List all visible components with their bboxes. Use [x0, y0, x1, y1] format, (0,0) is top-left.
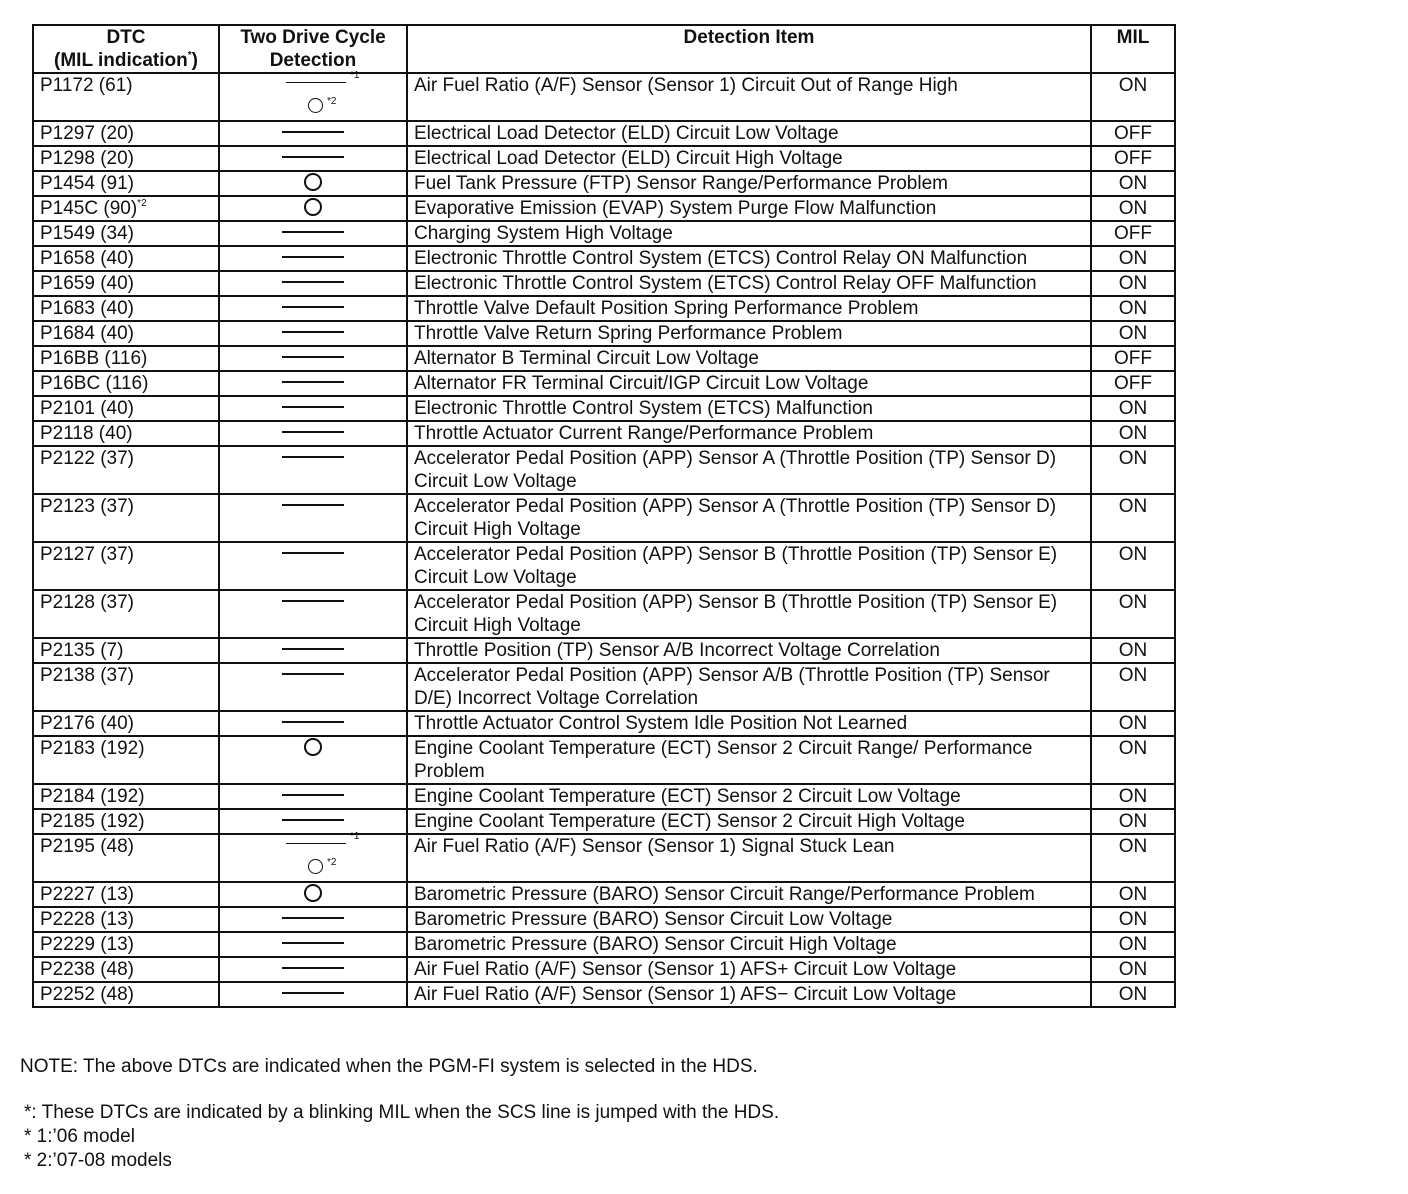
mil-status: ON	[1091, 421, 1175, 446]
dash-line-icon	[282, 819, 344, 821]
detection-item: Evaporative Emission (EVAP) System Purge Flow Malfunction	[407, 196, 1091, 221]
dtc-code-cell	[33, 171, 219, 196]
header-dtc-close: )	[191, 50, 198, 71]
table-row	[33, 246, 1175, 271]
dash-line-icon	[282, 992, 344, 994]
table-header	[33, 25, 1175, 73]
table-row	[33, 421, 1175, 446]
detection-item: Electrical Load Detector (ELD) Circuit High Voltage	[407, 146, 1091, 171]
footnote-mark-1: *1	[350, 831, 360, 842]
table-row	[33, 321, 1175, 346]
two-drive-cycle-cell	[219, 663, 407, 711]
dash-line-icon	[282, 600, 344, 602]
circle-icon	[304, 738, 322, 756]
table-row	[33, 907, 1175, 932]
note-text: NOTE: The above DTCs are indicated when the PGM-FI system is selected in the HDS.	[20, 1056, 758, 1077]
two-drive-cycle-cell	[219, 271, 407, 296]
dash-line-icon	[282, 131, 344, 133]
dash-line-icon	[282, 256, 344, 258]
table-row	[33, 882, 1175, 907]
detection-item: Accelerator Pedal Position (APP) Sensor A (Throttle Position (TP) Sensor D) Circuit High Voltage	[407, 494, 1091, 542]
two-drive-cycle-cell	[219, 121, 407, 146]
dtc-code-cell	[33, 196, 219, 221]
dtc-code: P16BC (116)	[40, 373, 149, 394]
footnote-1	[24, 1125, 135, 1148]
mil-status: ON	[1091, 711, 1175, 736]
dtc-code-cell	[33, 982, 219, 1007]
dtc-code-cell	[33, 346, 219, 371]
dash-line-icon	[282, 721, 344, 723]
two-drive-cycle-cell	[219, 882, 407, 907]
dash-line-icon	[282, 231, 344, 233]
split-model-indicator	[226, 831, 400, 881]
two-drive-cycle-cell	[219, 396, 407, 421]
dtc-code-cell	[33, 736, 219, 784]
table-row	[33, 446, 1175, 494]
mil-status: ON	[1091, 542, 1175, 590]
dtc-code-cell	[33, 396, 219, 421]
dtc-code: P2227 (13)	[40, 884, 135, 905]
dash-line-icon	[282, 648, 344, 650]
two-drive-cycle-cell	[219, 932, 407, 957]
detection-item: Throttle Position (TP) Sensor A/B Incorrect Voltage Correlation	[407, 638, 1091, 663]
detection-item: Air Fuel Ratio (A/F) Sensor (Sensor 1) AFS+ Circuit Low Voltage	[407, 957, 1091, 982]
dash-line-icon	[282, 552, 344, 554]
mil-status: ON	[1091, 882, 1175, 907]
dtc-code-cell	[33, 638, 219, 663]
table-row	[33, 784, 1175, 809]
dtc-code-cell	[33, 121, 219, 146]
footnote-2	[24, 1149, 172, 1172]
dtc-code: P2135 (7)	[40, 640, 124, 661]
table-row	[33, 396, 1175, 421]
dtc-code: P2127 (37)	[40, 544, 135, 565]
dtc-code: P1297 (20)	[40, 123, 135, 144]
two-drive-cycle-cell	[219, 638, 407, 663]
circle-icon	[304, 884, 322, 902]
dtc-code-cell	[33, 542, 219, 590]
dtc-code: P1683 (40)	[40, 298, 135, 319]
detection-item: Electronic Throttle Control System (ETCS) Malfunction	[407, 396, 1091, 421]
dtc-code: P2184 (192)	[40, 786, 145, 807]
table-row	[33, 171, 1175, 196]
footnote-1-text: ’06 model	[52, 1126, 135, 1147]
dtc-code-cell	[33, 446, 219, 494]
mil-status: ON	[1091, 171, 1175, 196]
mil-status: ON	[1091, 663, 1175, 711]
two-drive-cycle-cell	[219, 494, 407, 542]
dtc-code: P2238 (48)	[40, 959, 135, 980]
footnote-mark-2: *2	[327, 96, 337, 107]
dtc-code: P2128 (37)	[40, 592, 135, 613]
dash-line-icon	[282, 942, 344, 944]
dtc-code-cell	[33, 371, 219, 396]
detection-item: Air Fuel Ratio (A/F) Sensor (Sensor 1) Circuit Out of Range High	[407, 73, 1091, 121]
dtc-code-cell	[33, 834, 219, 882]
footnote-star-key: *:	[24, 1102, 37, 1123]
two-drive-cycle-cell	[219, 982, 407, 1007]
dtc-code: P1172 (61)	[40, 75, 133, 96]
dtc-footnote-mark: *2	[137, 198, 147, 209]
dtc-code-cell	[33, 784, 219, 809]
detection-item: Alternator B Terminal Circuit Low Voltage	[407, 346, 1091, 371]
detection-item: Engine Coolant Temperature (ECT) Sensor 2 Circuit Range/ Performance Problem	[407, 736, 1091, 784]
dash-line-icon	[282, 156, 344, 158]
two-drive-cycle-cell	[219, 246, 407, 271]
detection-item: Barometric Pressure (BARO) Sensor Circuit Range/Performance Problem	[407, 882, 1091, 907]
table-row	[33, 271, 1175, 296]
table-row	[33, 590, 1175, 638]
two-drive-cycle-cell	[219, 784, 407, 809]
mil-status: ON	[1091, 982, 1175, 1007]
detection-item: Accelerator Pedal Position (APP) Sensor A/B (Throttle Position (TP) Sensor D/E) Incorrect Voltage Correlation	[407, 663, 1091, 711]
mil-status: ON	[1091, 932, 1175, 957]
dash-line-icon	[282, 406, 344, 408]
mil-status: ON	[1091, 907, 1175, 932]
table-row	[33, 371, 1175, 396]
mil-status: ON	[1091, 271, 1175, 296]
two-drive-cycle-cell	[219, 171, 407, 196]
dtc-code: P2101 (40)	[40, 398, 135, 419]
header-two-drive-line2: Detection	[269, 50, 357, 71]
mil-status: OFF	[1091, 221, 1175, 246]
two-drive-cycle-cell	[219, 196, 407, 221]
dtc-code: P1298 (20)	[40, 148, 135, 169]
circle-icon	[304, 198, 322, 216]
table-row	[33, 196, 1175, 221]
split-model-indicator	[226, 70, 400, 120]
dtc-code-cell	[33, 221, 219, 246]
mil-status: ON	[1091, 590, 1175, 638]
two-drive-cycle-cell	[219, 831, 407, 882]
two-drive-cycle-cell	[219, 421, 407, 446]
footnote-2-text: ’07-08 models	[52, 1150, 172, 1171]
dash-line-icon	[282, 431, 344, 433]
circle-icon	[308, 98, 323, 113]
detection-item: Air Fuel Ratio (A/F) Sensor (Sensor 1) Signal Stuck Lean	[407, 834, 1091, 882]
detection-item: Barometric Pressure (BARO) Sensor Circuit Low Voltage	[407, 907, 1091, 932]
dash-line-icon	[286, 82, 346, 83]
detection-item: Engine Coolant Temperature (ECT) Sensor 2 Circuit High Voltage	[407, 809, 1091, 834]
footnote-star-text: These DTCs are indicated by a blinking MIL when the SCS line is jumped with the HDS.	[41, 1102, 780, 1123]
dtc-code: P1659 (40)	[40, 273, 135, 294]
dash-line-icon	[286, 843, 346, 844]
footnote-1-key: * 1:	[24, 1126, 53, 1147]
dtc-code: P2228 (13)	[40, 909, 135, 930]
detection-item: Throttle Valve Return Spring Performance Problem	[407, 321, 1091, 346]
table-body	[33, 70, 1175, 1007]
table-row	[33, 809, 1175, 834]
table-row	[33, 296, 1175, 321]
dash-line-icon	[282, 917, 344, 919]
two-drive-cycle-cell	[219, 371, 407, 396]
dash-line-icon	[282, 306, 344, 308]
table-row	[33, 638, 1175, 663]
table-row	[33, 73, 1175, 121]
two-drive-cycle-cell	[219, 146, 407, 171]
table-row	[33, 663, 1175, 711]
dtc-code-cell	[33, 711, 219, 736]
dtc-code: P1658 (40)	[40, 248, 135, 269]
dtc-code: P2122 (37)	[40, 448, 135, 469]
table-row	[33, 542, 1175, 590]
dtc-code: P2183 (192)	[40, 738, 145, 759]
two-drive-cycle-cell	[219, 221, 407, 246]
circle-icon	[308, 859, 323, 874]
table-row	[33, 982, 1175, 1007]
dtc-code: P2118 (40)	[40, 423, 133, 444]
table-row	[33, 221, 1175, 246]
dtc-code-cell	[33, 246, 219, 271]
detection-item: Electronic Throttle Control System (ETCS) Control Relay ON Malfunction	[407, 246, 1091, 271]
dtc-code: P2229 (13)	[40, 934, 135, 955]
header-dtc-sub: (MIL indication	[54, 50, 188, 71]
detection-item: Electronic Throttle Control System (ETCS) Control Relay OFF Malfunction	[407, 271, 1091, 296]
header-detection-item: Detection Item	[407, 25, 1091, 73]
footnote-star	[24, 1101, 779, 1124]
two-drive-cycle-cell	[219, 296, 407, 321]
footnote-mark-1: *1	[350, 70, 360, 81]
dtc-code: P2185 (192)	[40, 811, 145, 832]
table-row	[33, 346, 1175, 371]
footnote-mark-2: *2	[327, 857, 337, 868]
mil-status: OFF	[1091, 371, 1175, 396]
dtc-code-cell	[33, 882, 219, 907]
mil-status: ON	[1091, 638, 1175, 663]
dtc-code-cell	[33, 932, 219, 957]
mil-status: OFF	[1091, 146, 1175, 171]
dtc-code: P145C (90)	[40, 198, 138, 219]
mil-status: ON	[1091, 834, 1175, 882]
mil-status: ON	[1091, 957, 1175, 982]
dtc-code: P2123 (37)	[40, 496, 135, 517]
table-row	[33, 146, 1175, 171]
two-drive-cycle-cell	[219, 70, 407, 121]
detection-item: Accelerator Pedal Position (APP) Sensor B (Throttle Position (TP) Sensor E) Circuit Low Voltage	[407, 542, 1091, 590]
dash-line-icon	[282, 281, 344, 283]
dtc-code-cell	[33, 907, 219, 932]
mil-status: ON	[1091, 446, 1175, 494]
mil-status: ON	[1091, 196, 1175, 221]
detection-item: Air Fuel Ratio (A/F) Sensor (Sensor 1) AFS− Circuit Low Voltage	[407, 982, 1091, 1007]
dtc-code-cell	[33, 663, 219, 711]
table-row	[33, 711, 1175, 736]
dash-line-icon	[282, 794, 344, 796]
table-row	[33, 834, 1175, 882]
two-drive-cycle-cell	[219, 446, 407, 494]
dtc-table	[32, 24, 1176, 1008]
two-drive-cycle-cell	[219, 809, 407, 834]
two-drive-cycle-cell	[219, 346, 407, 371]
mil-status: ON	[1091, 736, 1175, 784]
two-drive-cycle-cell	[219, 321, 407, 346]
mil-status: ON	[1091, 321, 1175, 346]
mil-status: OFF	[1091, 121, 1175, 146]
detection-item: Charging System High Voltage	[407, 221, 1091, 246]
table-row	[33, 121, 1175, 146]
header-two-drive	[219, 25, 407, 73]
dash-line-icon	[282, 356, 344, 358]
detection-item: Electrical Load Detector (ELD) Circuit Low Voltage	[407, 121, 1091, 146]
mil-status: ON	[1091, 296, 1175, 321]
mil-status: ON	[1091, 246, 1175, 271]
dtc-code-cell	[33, 73, 219, 121]
dtc-code-cell	[33, 590, 219, 638]
dtc-code-cell	[33, 271, 219, 296]
dtc-code: P2176 (40)	[40, 713, 135, 734]
header-dtc	[33, 25, 219, 73]
header-dtc-mark: *	[187, 50, 192, 61]
table-row	[33, 494, 1175, 542]
dtc-code: P1549 (34)	[40, 223, 135, 244]
dtc-code-cell	[33, 809, 219, 834]
table-row	[33, 957, 1175, 982]
dash-line-icon	[282, 504, 344, 506]
header-row	[33, 25, 1175, 73]
table-row	[33, 736, 1175, 784]
two-drive-cycle-cell	[219, 590, 407, 638]
detection-item: Engine Coolant Temperature (ECT) Sensor 2 Circuit Low Voltage	[407, 784, 1091, 809]
header-two-drive-line1: Two Drive Cycle	[240, 27, 386, 48]
dtc-code-cell	[33, 494, 219, 542]
dtc-code: P1684 (40)	[40, 323, 135, 344]
two-drive-cycle-cell	[219, 957, 407, 982]
dtc-code: P1454 (91)	[40, 173, 135, 194]
mil-status: ON	[1091, 73, 1175, 121]
mil-status: ON	[1091, 396, 1175, 421]
circle-icon	[304, 173, 322, 191]
dtc-code-cell	[33, 321, 219, 346]
dtc-code: P2252 (48)	[40, 984, 135, 1005]
dash-line-icon	[282, 331, 344, 333]
dtc-code-cell	[33, 957, 219, 982]
detection-item: Alternator FR Terminal Circuit/IGP Circuit Low Voltage	[407, 371, 1091, 396]
detection-item: Accelerator Pedal Position (APP) Sensor B (Throttle Position (TP) Sensor E) Circuit High Voltage	[407, 590, 1091, 638]
two-drive-cycle-cell	[219, 736, 407, 784]
mil-status: ON	[1091, 784, 1175, 809]
dash-line-icon	[282, 673, 344, 675]
header-dtc-title: DTC	[106, 27, 146, 48]
detection-item: Accelerator Pedal Position (APP) Sensor A (Throttle Position (TP) Sensor D) Circuit Low Voltage	[407, 446, 1091, 494]
mil-status: OFF	[1091, 346, 1175, 371]
detection-item: Throttle Actuator Current Range/Performance Problem	[407, 421, 1091, 446]
dtc-code: P16BB (116)	[40, 348, 148, 369]
two-drive-cycle-cell	[219, 907, 407, 932]
detection-item: Fuel Tank Pressure (FTP) Sensor Range/Performance Problem	[407, 171, 1091, 196]
dtc-code: P2195 (48)	[40, 836, 135, 857]
detection-item: Throttle Actuator Control System Idle Position Not Learned	[407, 711, 1091, 736]
mil-status: ON	[1091, 809, 1175, 834]
mil-status: ON	[1091, 494, 1175, 542]
dtc-code-cell	[33, 421, 219, 446]
dtc-code-cell	[33, 146, 219, 171]
table-row	[33, 932, 1175, 957]
dtc-code: P2138 (37)	[40, 665, 135, 686]
two-drive-cycle-cell	[219, 542, 407, 590]
header-mil: MIL	[1091, 25, 1175, 73]
dtc-code-cell	[33, 296, 219, 321]
detection-item: Barometric Pressure (BARO) Sensor Circuit High Voltage	[407, 932, 1091, 957]
two-drive-cycle-cell	[219, 711, 407, 736]
dash-line-icon	[282, 456, 344, 458]
footnote-2-key: * 2:	[24, 1150, 53, 1171]
detection-item: Throttle Valve Default Position Spring Performance Problem	[407, 296, 1091, 321]
dash-line-icon	[282, 381, 344, 383]
dash-line-icon	[282, 967, 344, 969]
